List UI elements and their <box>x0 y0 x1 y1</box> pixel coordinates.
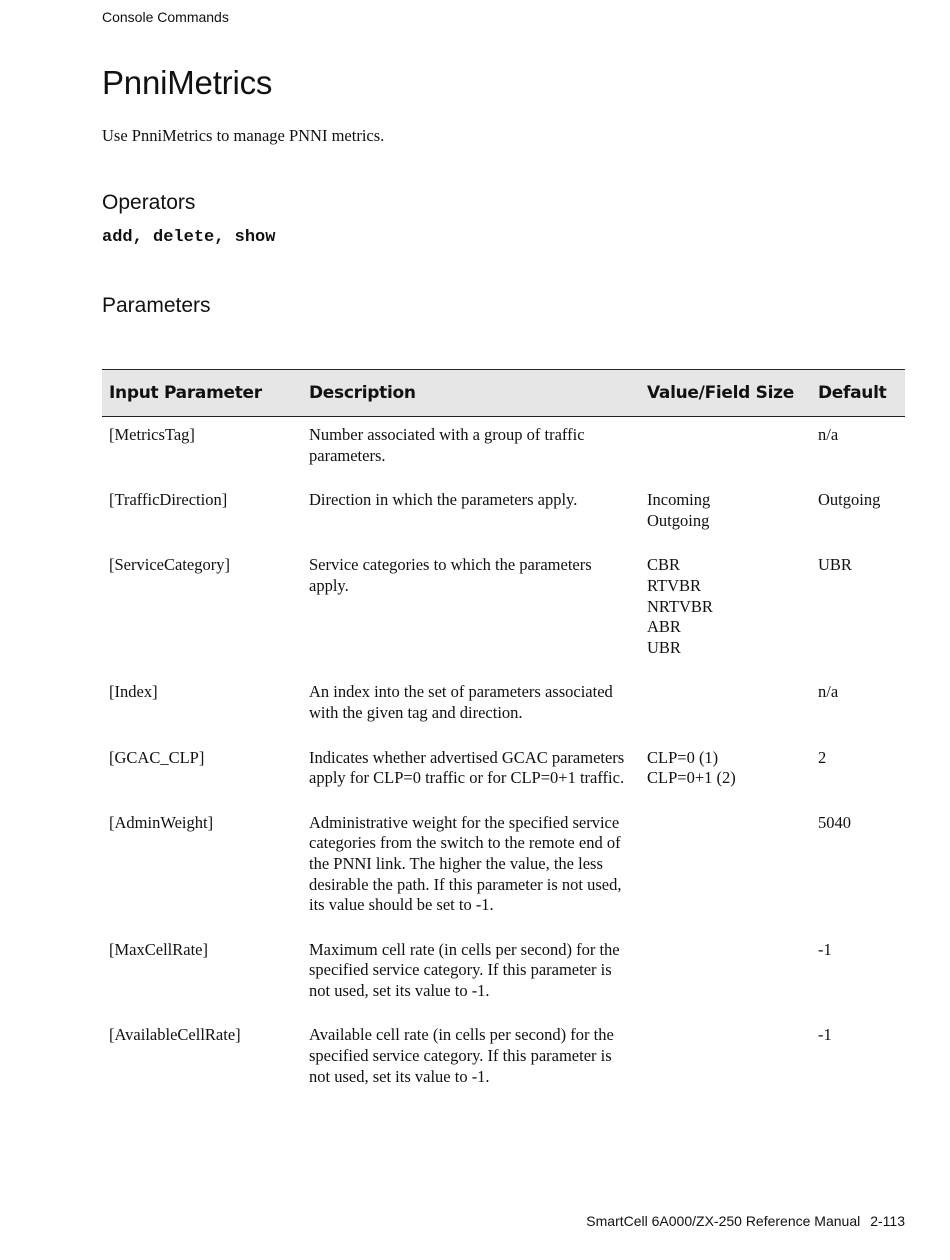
value-option: ABR <box>647 617 681 637</box>
cell-description: An index into the set of parameters associated with the given tag and direction. <box>309 682 613 722</box>
cell-description: Available cell rate (in cells per second) for the specified service category. If this parameter is not used, set its value to -1. <box>309 1025 614 1086</box>
value-option: Incoming <box>647 490 711 510</box>
cell-input-parameter: [TrafficDirection] <box>109 490 228 510</box>
value-option: NRTVBR <box>647 596 713 616</box>
cell-value-field-size <box>641 806 811 933</box>
cell-input-parameter: [Index] <box>109 682 158 702</box>
cell-value-field-size <box>641 1018 811 1104</box>
parameters-table <box>102 369 905 1104</box>
value-option: Outgoing <box>647 510 710 530</box>
cell-description: Service categories to which the parameters apply. <box>309 555 592 595</box>
table-row <box>102 933 905 1019</box>
cell-description: Direction in which the parameters apply. <box>309 490 578 510</box>
footer-manual-title: SmartCell 6A000/ZX-250 Reference Manual <box>586 1213 861 1229</box>
cell-value-field-size <box>641 483 811 548</box>
cell-description: Administrative weight for the specified service categories from the switch to the remote end of the PNNI link. The higher the value, the less desirable the path. If this parameter is not used, its value should be set to -1. <box>309 812 622 915</box>
footer-page-number: 2-113 <box>870 1213 905 1229</box>
value-option: CLP=0+1 (2) <box>647 768 736 788</box>
table-body <box>102 417 905 1105</box>
cell-description: Number associated with a group of traffic parameters. <box>309 425 585 465</box>
table-row <box>102 675 905 740</box>
value-option: RTVBR <box>647 575 702 595</box>
table-row <box>102 548 905 675</box>
cell-default: n/a <box>818 682 839 702</box>
cell-default: -1 <box>818 939 832 959</box>
cell-value-field-size <box>641 417 811 484</box>
cell-default: 5040 <box>818 812 851 832</box>
cell-default: UBR <box>818 555 852 575</box>
cell-input-parameter: [AdminWeight] <box>109 812 214 832</box>
table-row <box>102 483 905 548</box>
cell-input-parameter: [GCAC_CLP] <box>109 747 205 767</box>
cell-value-field-size <box>641 548 811 675</box>
page-title: PnniMetrics <box>102 64 273 101</box>
cell-description: Maximum cell rate (in cells per second) for the specified service category. If this parameter is not used, set its value to -1. <box>309 939 620 1000</box>
cell-value-field-size <box>641 675 811 740</box>
value-option: CLP=0 (1) <box>647 747 719 767</box>
cell-description: Indicates whether advertised GCAC parameters apply for CLP=0 traffic or for CLP=0+1 traffic. <box>309 747 625 788</box>
cell-value-field-size <box>641 741 811 806</box>
value-option: CBR <box>647 555 681 575</box>
cell-input-parameter: [MaxCellRate] <box>109 939 208 959</box>
parameters-heading: Parameters <box>102 294 211 317</box>
cell-default: n/a <box>818 425 839 444</box>
page-footer <box>586 1213 905 1229</box>
column-header-default: Default <box>811 370 905 417</box>
table-row <box>102 741 905 806</box>
cell-default: 2 <box>818 747 827 767</box>
cell-input-parameter: [ServiceCategory] <box>109 555 230 575</box>
cell-input-parameter: [AvailableCellRate] <box>109 1025 241 1045</box>
cell-default: -1 <box>818 1025 832 1045</box>
column-header-description: Description <box>302 370 641 417</box>
cell-input-parameter: [MetricsTag] <box>109 425 195 444</box>
cell-default: Outgoing <box>818 490 881 510</box>
intro-text: Use PnniMetrics to manage PNNI metrics. <box>102 126 385 145</box>
operators-heading: Operators <box>102 191 196 214</box>
table-row <box>102 806 905 933</box>
operators-list: add, delete, show <box>102 228 276 247</box>
value-option: UBR <box>647 637 681 657</box>
running-header: Console Commands <box>102 9 229 25</box>
table-header-row <box>102 370 905 417</box>
column-header-value-field-size: Value/Field Size <box>641 370 811 417</box>
cell-value-field-size <box>641 933 811 1019</box>
column-header-input-parameter: Input Parameter <box>102 370 302 417</box>
table-row <box>102 417 905 484</box>
table-row <box>102 1018 905 1104</box>
